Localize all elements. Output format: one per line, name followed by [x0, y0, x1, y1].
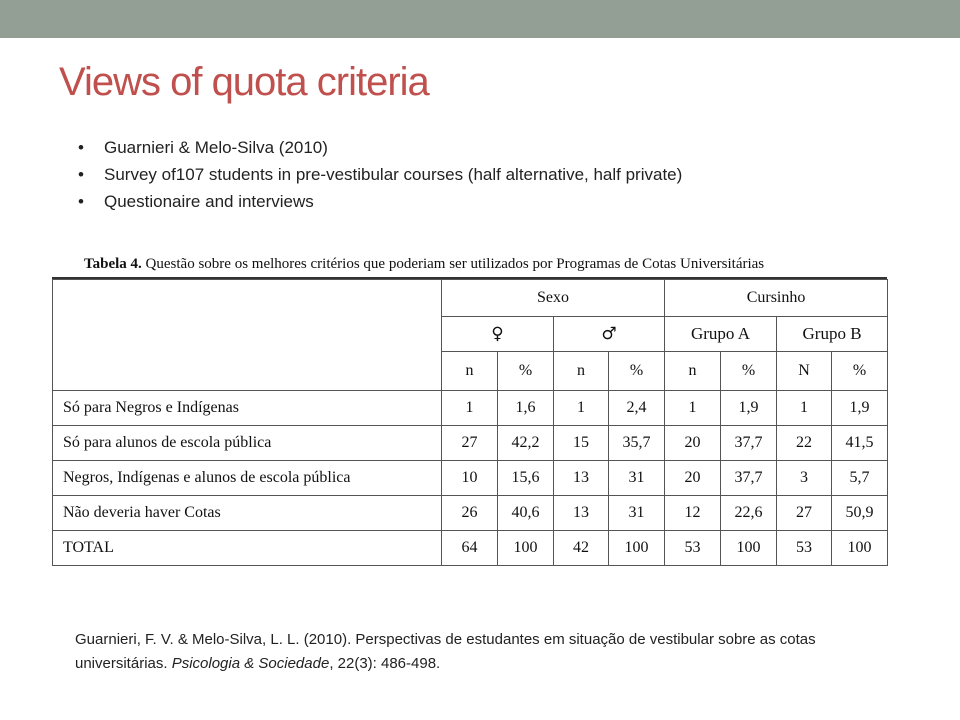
table-cell: 31: [609, 461, 665, 496]
table-cell: 41,5: [832, 426, 888, 461]
table-cell: 35,7: [609, 426, 665, 461]
table-caption-label: Tabela 4.: [84, 256, 142, 272]
table-header-row: [53, 280, 888, 317]
table-cell: 12: [665, 496, 721, 531]
table-cell: 10: [442, 461, 498, 496]
column-header: N: [777, 352, 832, 391]
table-caption: [84, 256, 764, 273]
row-label: TOTAL: [53, 531, 442, 566]
table-cell: 100: [609, 531, 665, 566]
table-cell: 1: [777, 391, 832, 426]
column-header: n: [665, 352, 721, 391]
table-row: [53, 391, 888, 426]
citation-volume: , 22(3): 486-498.: [329, 655, 441, 672]
table-row: [53, 496, 888, 531]
table-cell: 1: [665, 391, 721, 426]
column-header: n: [442, 352, 498, 391]
row-label: Só para alunos de escola pública: [53, 426, 442, 461]
table-total-row: [53, 531, 888, 566]
table-cell: 20: [665, 461, 721, 496]
top-accent-bar: [0, 0, 960, 38]
bullet-item: • Questionaire and interviews: [78, 188, 682, 215]
table-cell: 15: [554, 426, 609, 461]
slide-title: Views of quota criteria: [59, 60, 429, 104]
quota-criteria-table: [52, 279, 888, 566]
table-cell: 1,9: [721, 391, 777, 426]
table-cell: 100: [832, 531, 888, 566]
column-header: %: [721, 352, 777, 391]
table-cell: 37,7: [721, 426, 777, 461]
table-cell: 37,7: [721, 461, 777, 496]
table-cell: 22: [777, 426, 832, 461]
column-header: %: [609, 352, 665, 391]
table-cell: 42,2: [498, 426, 554, 461]
citation-journal: Psicologia & Sociedade: [171, 655, 330, 672]
table-cell: 53: [777, 531, 832, 566]
bullet-item: • Survey of107 students in pre-vestibular courses (half alternative, half private): [78, 161, 682, 188]
column-header: %: [832, 352, 888, 391]
table-cell: 20: [665, 426, 721, 461]
table-cell: 31: [609, 496, 665, 531]
table-cell: 100: [498, 531, 554, 566]
table-cell: 50,9: [832, 496, 888, 531]
table-cell: 13: [554, 461, 609, 496]
table-cell: 1,9: [832, 391, 888, 426]
column-header: n: [554, 352, 609, 391]
male-symbol-icon: ♂: [554, 317, 665, 352]
bullet-list: [78, 134, 682, 215]
row-label: Não deveria haver Cotas: [53, 496, 442, 531]
table-cell: 2,4: [609, 391, 665, 426]
table-cell: 3: [777, 461, 832, 496]
subheader-grupo-b: Grupo B: [777, 317, 888, 352]
table-cell: 42: [554, 531, 609, 566]
table-cell: 100: [721, 531, 777, 566]
table-cell: 64: [442, 531, 498, 566]
table-cell: 15,6: [498, 461, 554, 496]
table-cell: 40,6: [498, 496, 554, 531]
row-label: Só para Negros e Indígenas: [53, 391, 442, 426]
row-label: Negros, Indígenas e alunos de escola pública: [53, 461, 442, 496]
table-cell: 27: [777, 496, 832, 531]
table-cell: 26: [442, 496, 498, 531]
table-cell: 22,6: [721, 496, 777, 531]
table-cell: 53: [665, 531, 721, 566]
citation-reference: [75, 628, 895, 676]
table-row: [53, 461, 888, 496]
table-cell: 1: [442, 391, 498, 426]
citation-text: Guarnieri, F. V. & Melo-Silva, L. L. (2010). Perspectivas de estudantes em situação de vestibular sobre as cotas universitárias.: [75, 631, 816, 672]
table-cell: 5,7: [832, 461, 888, 496]
table-caption-text: Questão sobre os melhores critérios que poderiam ser utilizados por Programas de Cotas Universitárias: [141, 256, 765, 272]
table-cell: 27: [442, 426, 498, 461]
group-header-cursinho: Cursinho: [665, 280, 888, 317]
bullet-item: • Guarnieri & Melo-Silva (2010): [78, 134, 682, 161]
table-corner-cell: [53, 280, 442, 391]
table-cell: 1: [554, 391, 609, 426]
column-header: %: [498, 352, 554, 391]
female-symbol-icon: ♀: [442, 317, 554, 352]
table-cell: 1,6: [498, 391, 554, 426]
group-header-sexo: Sexo: [442, 280, 665, 317]
table-row: [53, 426, 888, 461]
subheader-grupo-a: Grupo A: [665, 317, 777, 352]
table-cell: 13: [554, 496, 609, 531]
